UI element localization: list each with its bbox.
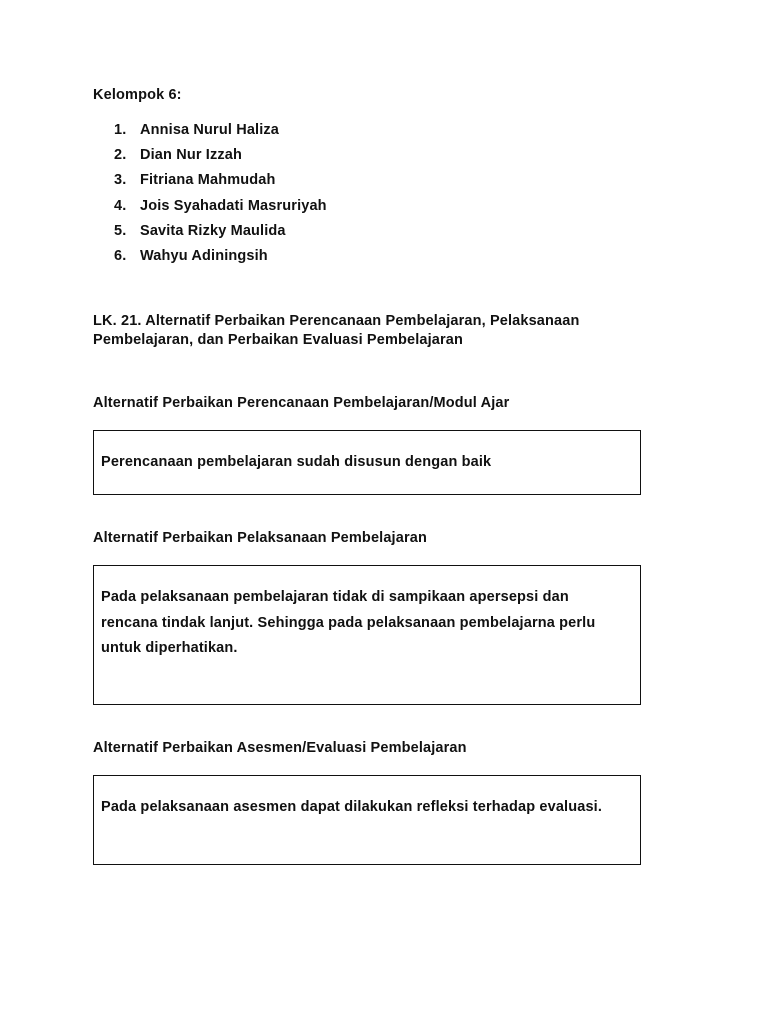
member-name: Wahyu Adiningsih: [140, 247, 268, 264]
answer-box-assessment: [93, 775, 641, 865]
list-item: [114, 172, 327, 197]
answer-text: Perencanaan pembelajaran sudah disusun dengan baik: [101, 454, 492, 470]
member-name: Dian Nur Izzah: [140, 147, 242, 164]
section-heading-implementation: Alternatif Perbaikan Pelaksanaan Pembelajaran: [93, 530, 427, 546]
list-item: [114, 198, 327, 223]
answer-text: [101, 585, 632, 662]
list-number: 2.: [114, 147, 127, 164]
list-number: 5.: [114, 222, 127, 239]
list-item: [114, 147, 327, 172]
answer-line: Pada pelaksanaan pembelajaran tidak di sampikaan apersepsi dan: [101, 589, 569, 605]
list-item: [114, 223, 327, 248]
answer-line: untuk diperhatikan.: [101, 640, 238, 656]
member-name: Fitriana Mahmudah: [140, 172, 276, 189]
answer-box-planning: [93, 430, 641, 495]
member-name: Jois Syahadati Masruriyah: [140, 197, 327, 214]
answer-box-implementation: [93, 565, 641, 705]
worksheet-title-line: Pembelajaran, dan Perbaikan Evaluasi Pembelajaran: [93, 332, 464, 348]
list-number: 3.: [114, 172, 127, 189]
member-name: Annisa Nurul Haliza: [140, 122, 280, 138]
answer-line: rencana tindak lanjut. Sehingga pada pelaksanaan pembelajarna perlu: [101, 614, 596, 631]
section-heading-assessment: Alternatif Perbaikan Asesmen/Evaluasi Pembelajaran: [93, 740, 467, 756]
section-heading-planning: Alternatif Perbaikan Perencanaan Pembelajaran/Modul Ajar: [93, 395, 510, 411]
answer-text: Pada pelaksanaan asesmen dapat dilakukan refleksi terhadap evaluasi.: [101, 799, 603, 815]
list-number: 6.: [114, 247, 127, 264]
list-item: [114, 122, 327, 147]
worksheet-title: [93, 312, 653, 350]
list-number: 4.: [114, 197, 127, 214]
group-label: Kelompok 6:: [93, 87, 182, 103]
worksheet-title-line: LK. 21. Alternatif Perbaikan Perencanaan Pembelajaran, Pelaksanaan: [93, 313, 580, 329]
member-name: Savita Rizky Maulida: [140, 222, 286, 239]
list-number: 1.: [114, 122, 127, 138]
list-item: [114, 248, 327, 273]
member-list: [114, 122, 327, 273]
